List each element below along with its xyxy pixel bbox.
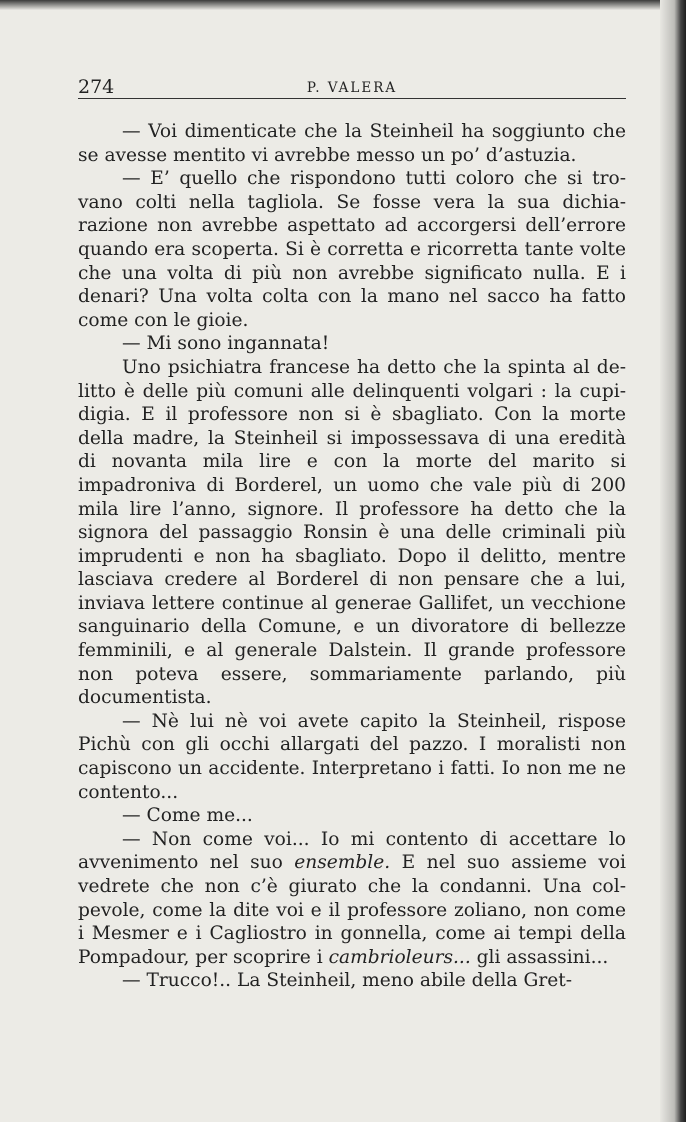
- paragraph-text: gli assassini...: [476, 946, 609, 968]
- paragraph: — Voi dimenticate che la Steinheil ha soggiunto che se avesse mentito vi avrebbe messo un po’ d’astuzia.: [78, 121, 626, 166]
- paragraph: [78, 828, 626, 970]
- paragraph: — Mi sono ingannata!: [122, 333, 330, 355]
- paragraph: — Trucco!.. La Steinheil, meno abile della Gret-: [122, 970, 572, 992]
- paragraph: — E’ quello che rispondono tutti coloro che si trovano colti nella tagliola. Se fosse vera la sua dichiarazione non avrebbe aspettato ad accorgersi dell’errore quando era scoperta. Si è corretta e ricorretta tante volte che una volta di più non avrebbe significato nulla. E i denari? Una volta colta con la mano nel sacco ha fatto come con le gioie.: [78, 168, 626, 331]
- book-page: [78, 68, 626, 993]
- paragraph: — Nè lui nè voi avete capito la Steinheil, rispose Pichù con gli occhi allargati del pazzo. I moralisti non capiscono un accidente. Interpretano i fatti. Io non me ne contento...: [78, 710, 626, 803]
- paragraph-text: — Non come voi... Io mi contento di accettare lo avvenimento nel suo: [78, 828, 626, 874]
- italic-term: cambrioleurs...: [328, 946, 471, 968]
- paragraph-text: E nel suo assieme voi vedrete che non c’è giurato che la condanni. Una colpevole, come la dite voi e il professore zoliano, non come i Mesmer e i Cagliostro in gonnella, come ai tempi della Pompadour, per scoprire i: [78, 852, 626, 968]
- scan-right-edge: [660, 0, 686, 1122]
- italic-term: ensemble.: [294, 852, 391, 874]
- paragraph: Uno psichiatra francese ha detto che la spinta al delitto è delle più comuni alle delinquenti volgari : la cupidigia. E il professore non si è sbagliato. Con la morte della madre, la Steinheil si impossessava di una eredità di novanta mila lire e con la morte del marito si impadroniva di Borderel, un uomo che vale più di 200 mila lire l’anno, signore. Il professore ha detto che la signora del passaggio Ronsin è una delle criminali più imprudenti e non ha sbagliato. Dopo il delitto, mentre lasciava credere al Borderel di non pensare che a lui, inviava lettere continue al generae Gallifet, un vecchione sanguinario della Comune, e un divoratore di bellezze femminili, e al generale Dalstein. Il grande professore non poteva essere, sommariamente parlando, più documentista.: [78, 356, 626, 709]
- paragraph: — Come me...: [122, 805, 253, 827]
- body-text: [78, 120, 626, 993]
- scan-top-edge: [0, 0, 686, 10]
- page-number: 274: [78, 76, 115, 98]
- running-title: P. VALERA: [306, 80, 398, 96]
- running-header: [78, 68, 626, 99]
